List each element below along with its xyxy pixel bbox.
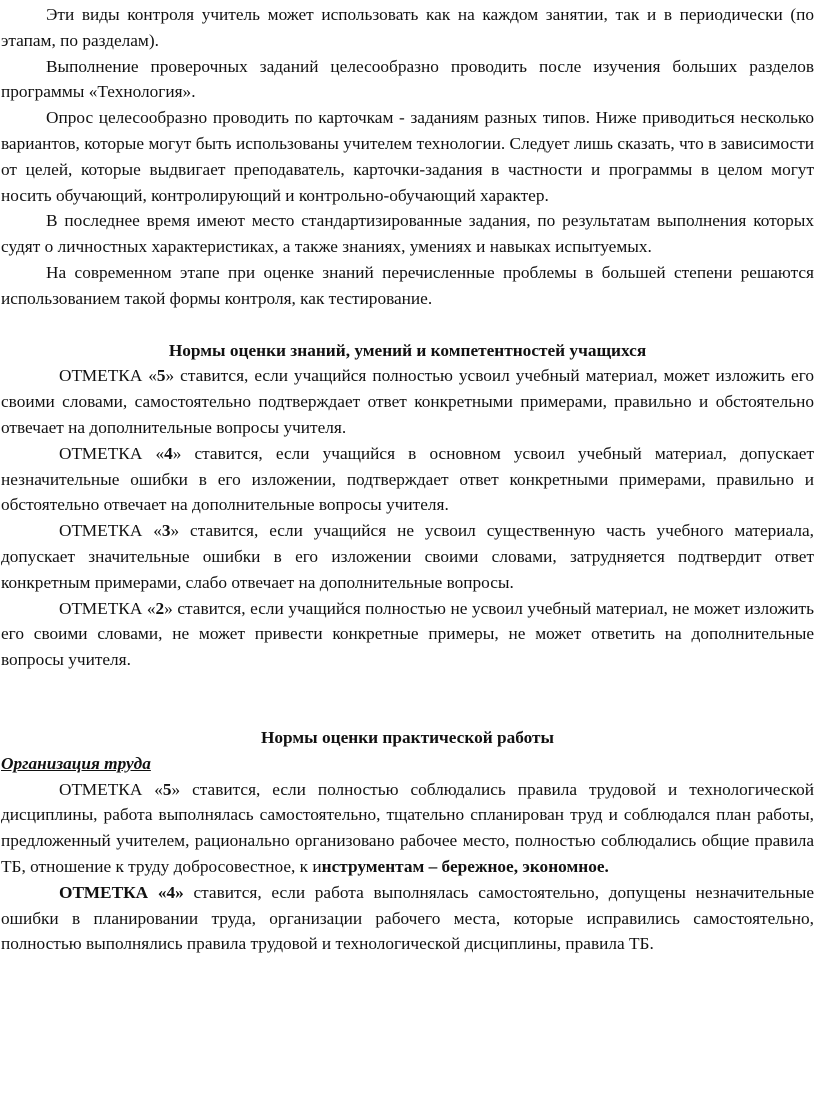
intro-paragraph-1: Эти виды контроля учитель может использовать как на каждом занятии, так и в периодически (по этапам, по разделам). xyxy=(1,5,814,50)
quote-open: « xyxy=(146,598,156,618)
quote-close: » xyxy=(165,366,175,386)
grade-label: ОТМЕТКА xyxy=(59,366,149,386)
grade-number: 2 xyxy=(155,598,165,618)
grade-text: ставится, если учащийся не усвоил существенную часть учебного материала, допускает значительные ошибки в его изложении своими словами, затрудняется подтвердит ответ конкретным примерами, слабо отвечает на дополнительные вопросы. xyxy=(1,521,814,592)
grade-text: ставится, если учащийся полностью усвоил учебный материал, может изложить его своими словами, самостоятельно подтверждает ответ конкретными примерами, правильно и обстоятельно отвечает на дополнительные вопросы учителя. xyxy=(1,366,814,437)
intro-paragraph-3: Опрос целесообразно проводить по карточкам - заданиям разных типов. Ниже приводиться несколько вариантов, которые могут быть использованы учителем технологии. Следует лишь сказать, что в зависимости от целей, которые выдвигает преподаватель, карточки-задания в частности и программы в целом могут носить обучающий, контролирующий и контрольно-обучающий характер. xyxy=(1,108,814,205)
grade-label-bold: ОТМЕТКА «4» xyxy=(59,882,184,902)
grade-text: ставится, если учащийся в основном усвоил учебный материал, допускает незначительные ошибки в его изложении, подтверждает ответ конкретными примерами, правильно и обстоятельно отвечает на дополнительные вопросы учителя. xyxy=(1,443,814,515)
grade-label: ОТМЕТКА xyxy=(59,779,155,799)
practical-grade-5-paragraph xyxy=(1,777,814,880)
grade-number: 4 xyxy=(164,443,173,463)
quote-close: » xyxy=(172,443,182,463)
grade-text: ставится, если полностью соблюдались правила трудовой и технологической дисциплины, работа выполнялась самостоятельно, тщательно спланирован труд и соблюдался план работы, предложенный учителем, рационально организовано рабочее место, полностью соблюдались общие правила ТБ, отношение к труду добросовестное, к и xyxy=(1,779,814,876)
grade-text: ставится, если работа выполнялась самостоятельно, допущены незначительные ошибки в планировании труда, организации рабочего места, которые исправились самостоятельно, полностью выполнялись правила трудовой и технологической дисциплины, правила ТБ. xyxy=(1,882,814,954)
grade-3-paragraph xyxy=(1,518,814,595)
grade-5-paragraph xyxy=(1,363,814,440)
quote-close: » xyxy=(164,598,173,618)
grade-label: ОТМЕТКА xyxy=(59,443,156,463)
intro-paragraph-2: Выполнение проверочных заданий целесообразно проводить после изучения больших разделов программы «Технология». xyxy=(1,56,814,102)
section-heading-knowledge-norms: Нормы оценки знаний, умений и компетентностей учащихся xyxy=(168,340,647,360)
quote-close: » xyxy=(171,779,181,799)
intro-paragraph-5: На современном этапе при оценке знаний перечисленные проблемы в большей степени решаются использованием такой формы контроля, как тестирование. xyxy=(1,262,814,308)
quote-close: » xyxy=(170,521,180,541)
grade-number: 3 xyxy=(161,521,171,541)
grade-text: ставится, если учащийся полностью не усвоил учебный материал, не может изложить его своими словами, не может привести конкретные примеры, не может ответить на дополнительные вопросы учителя. xyxy=(1,598,814,670)
quote-open: « xyxy=(155,443,165,463)
quote-open: « xyxy=(153,521,162,541)
grade-text-bold-tail: нструментам – бережное, экономное. xyxy=(321,856,609,876)
grade-label: ОТМЕТКА xyxy=(59,521,154,541)
grade-2-paragraph xyxy=(1,596,814,673)
intro-paragraph-4: В последнее время имеют место стандартизированные задания, по результатам выполнения которых судят о личностных характеристиках, а также знаниях, умениях и навыках испытуемых. xyxy=(1,211,814,257)
grade-label: ОТМЕТКА xyxy=(59,598,147,618)
grade-number: 5 xyxy=(162,779,172,799)
section-heading-practical-norms: Нормы оценки практической работы xyxy=(260,727,555,747)
quote-open: « xyxy=(154,779,163,799)
practical-grade-4-paragraph xyxy=(1,880,814,957)
subheading-labor-organization: Организация труда xyxy=(1,753,151,773)
grade-4-paragraph xyxy=(1,441,814,518)
grade-number: 5 xyxy=(156,366,166,386)
quote-open: « xyxy=(148,366,157,386)
